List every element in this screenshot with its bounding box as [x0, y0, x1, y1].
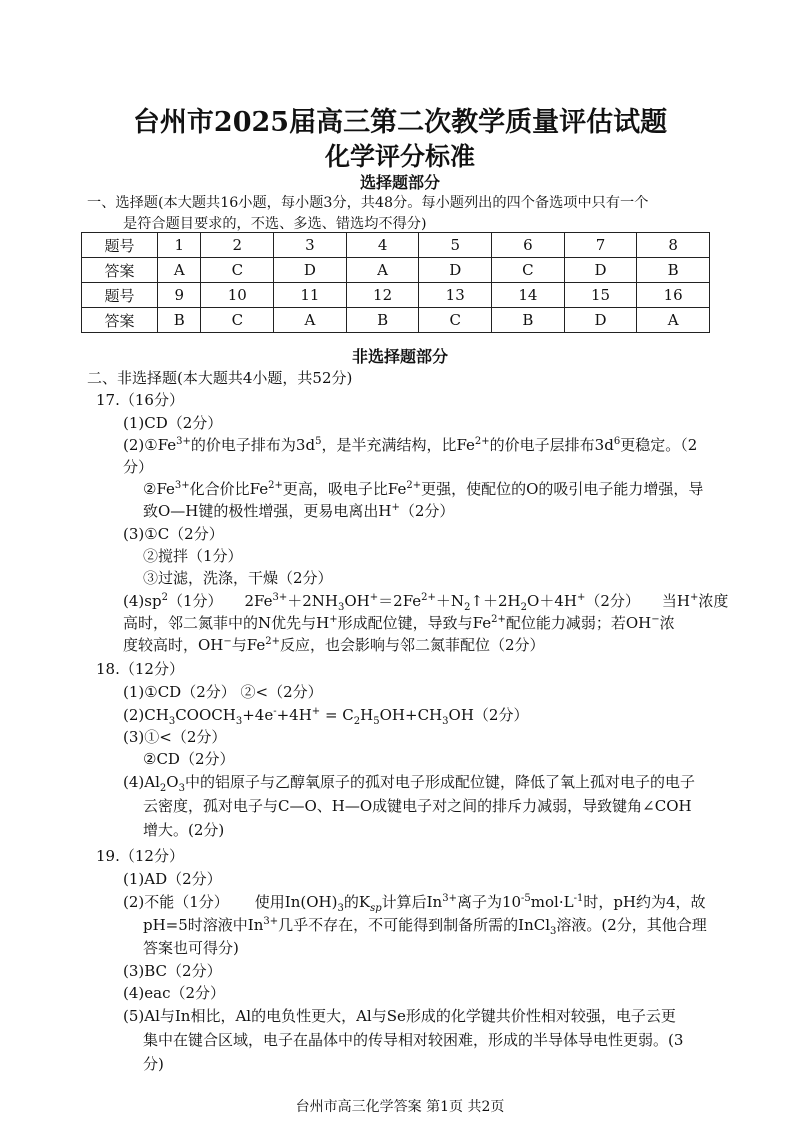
- section1-instruction-line1: 一、选择题(本大题共16小题，每小题3分，共48分。每小题列出的四个备选项中只有一个: [87, 195, 649, 211]
- table-cell: 6: [492, 233, 565, 258]
- table-cell: D: [564, 308, 637, 333]
- table-cell: D: [419, 258, 492, 283]
- q17-part4-line3: 度较高时，OH−与$Fe^{2+}$反应，也会影响与邻二氮菲配位（2分）: [123, 636, 545, 654]
- q18-part1: (1)①CD（2分） ②<（2分）: [123, 683, 323, 701]
- answer-table: [81, 232, 710, 333]
- q17-part2-2-line1: $②Fe^{3+}$化合价比$Fe^{2+}$更高，吸电子比$Fe^{2+}$更强，使配位的O的吸引电子能力增强，导: [143, 480, 704, 498]
- q19-part5-line3: 分): [143, 1055, 164, 1073]
- table-cell: 12: [346, 283, 419, 308]
- document-subtitle: 化学评分标准: [324, 142, 475, 171]
- q19-part4: (4)eac（2分）: [123, 984, 226, 1002]
- q19-part5-line1: (5)Al与In相比，Al的电负性更大，Al与Se形成的化学键共价性相对较强，电子云更: [123, 1007, 676, 1025]
- table-cell: C: [201, 308, 274, 333]
- q17-part3-3: ③过滤，洗涤，干燥（2分）: [143, 569, 333, 587]
- q17-part4-line2: 高时，邻二氮菲中的N优先与H+形成配位键，导致与$Fe^{2+}$配位能力减弱；若OH−浓: [123, 614, 675, 632]
- q18-part2: $(2)CH_3COOCH_3+4e^-+4H^+ = C_2H_5OH+CH_3OH(2$分）: [123, 706, 529, 727]
- q17-part3-2: ②搅拌（1分）: [143, 547, 243, 565]
- q17-part3-1: (3)①C（2分）: [123, 525, 224, 543]
- table-cell: A: [346, 258, 419, 283]
- q18-part4-line3: 增大。(2分): [143, 821, 225, 839]
- section2-instruction: 二、非选择题(本大题共4小题，共52分): [87, 369, 353, 387]
- table-cell: D: [564, 258, 637, 283]
- table-cell: 2: [201, 233, 274, 258]
- table-cell: A: [274, 308, 347, 333]
- table-row: [82, 283, 710, 308]
- q18-heading: 18.（12分）: [96, 660, 184, 678]
- q17-heading: 17.（16分）: [96, 391, 184, 409]
- table-cell: 8: [637, 233, 710, 258]
- table-row: [82, 308, 710, 333]
- table-row: [82, 233, 710, 258]
- table-cell: D: [274, 258, 347, 283]
- q17-part2-2-line2: 致O—H键的极性增强，更易电离出H+（2分）: [143, 502, 455, 520]
- q19-heading: 19.（12分）: [96, 847, 184, 865]
- table-cell: A: [158, 258, 201, 283]
- table-cell: 7: [564, 233, 637, 258]
- q17-part2-line2: 分）: [123, 458, 154, 476]
- table-cell: B: [158, 308, 201, 333]
- table-cell: 5: [419, 233, 492, 258]
- q17-part1: (1)CD（2分）: [123, 414, 223, 432]
- q18-part3-2: ②CD（2分）: [143, 750, 235, 768]
- q19-part5-line2: 集中在键合区域，电子在晶体中的传导相对较困难，形成的半导体导电性更弱。(3: [143, 1031, 684, 1049]
- q18-part4-line2: 云密度，孤对电子与C—O、H—O成键电子对之间的排斥力减弱，导致键角∠COH: [143, 797, 692, 815]
- table-cell: 16: [637, 283, 710, 308]
- table-cell: 9: [158, 283, 201, 308]
- row-label-question: 题号: [82, 283, 158, 308]
- row-label-question: 题号: [82, 233, 158, 258]
- table-cell: C: [492, 258, 565, 283]
- section2-heading: 非选择题部分: [351, 347, 448, 366]
- section1-heading: 选择题部分: [359, 173, 440, 192]
- table-cell: B: [492, 308, 565, 333]
- table-cell: A: [637, 308, 710, 333]
- q19-part2-line1: (2)不能（1分） 使用$In(OH)_3$的$K_{sp}$计算后$In^{3+}$离子为$10^{-5}mol\cdot L^{-1}$时，pH约为4，故: [123, 893, 706, 914]
- section1-instruction-line2: 是符合题目要求的，不选、多选、错选均不得分): [123, 216, 427, 232]
- q17-part2-line1: $(2)①Fe^{3+}$的价电子排布为$3d^5$，是半充满结构，比$Fe^{2+}$的价电子层排布$3d^6$更稳定。（2: [123, 436, 698, 454]
- q19-part2-line2: pH=5时溶液中$In^{3+}$几乎不存在，不可能得到制备所需的InCl$_3$溶液。(2分，其他合理: [143, 916, 707, 937]
- q19-part2-line3: 答案也可得分): [143, 939, 239, 957]
- q17-part4-line1: $(4)sp^2(1$分） $2Fe^{3+}+2NH_3OH^+=2Fe^{2+}+N_2↑+2H_2O+4H^+(2$分） 当H+浓度: [123, 592, 729, 613]
- q18-part4-line1: $(4)Al_2O_3$中的铝原子与乙醇氧原子的孤对电子形成配位键，降低了氧上孤对电子的电子: [123, 773, 695, 794]
- table-cell: 13: [419, 283, 492, 308]
- table-cell: 14: [492, 283, 565, 308]
- table-cell: 4: [346, 233, 419, 258]
- document-title: 台州市2025届高三第二次教学质量评估试题: [132, 107, 668, 138]
- row-label-answer: 答案: [82, 258, 158, 283]
- table-row: [82, 258, 710, 283]
- q18-part3-1: (3)①<（2分）: [123, 728, 227, 746]
- q19-part3: (3)BC（2分）: [123, 962, 222, 980]
- table-cell: B: [637, 258, 710, 283]
- table-cell: 15: [564, 283, 637, 308]
- table-cell: 1: [158, 233, 201, 258]
- table-cell: 3: [274, 233, 347, 258]
- table-cell: C: [419, 308, 492, 333]
- q19-part1: (1)AD（2分）: [123, 870, 222, 888]
- row-label-answer: 答案: [82, 308, 158, 333]
- table-cell: 11: [274, 283, 347, 308]
- table-cell: 10: [201, 283, 274, 308]
- page-footer: 台州市高三化学答案 第1页 共2页: [295, 1099, 505, 1115]
- table-cell: B: [346, 308, 419, 333]
- table-cell: C: [201, 258, 274, 283]
